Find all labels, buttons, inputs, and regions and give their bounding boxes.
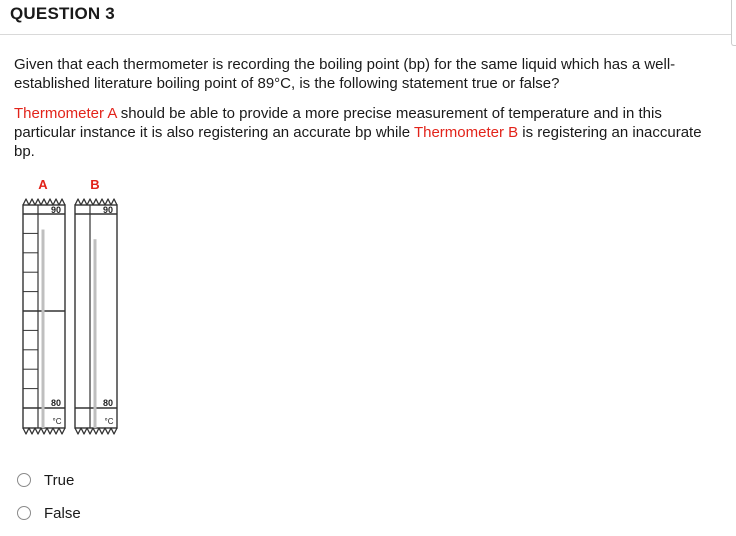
thermometer-a-torn-bottom [23,428,65,434]
statement-text-2: is registering an inaccurate bp. [14,124,702,160]
thermometer-figure [14,174,124,444]
thermometer-b-torn-bottom [75,428,117,434]
thermometer-a-bottom-value: 80 [50,398,62,408]
radio-false[interactable] [17,506,31,520]
option-false-label[interactable]: False [44,504,81,522]
header-scroll-edge [731,0,736,46]
thermometer-b-bottom-value: 80 [102,398,114,408]
thermometer-b-top-value: 90 [102,205,114,215]
thermometer-b [75,177,117,434]
option-true-label[interactable]: True [44,471,75,489]
question-header [0,0,736,35]
statement-thermometer-b: Thermometer B [413,124,519,141]
question-title: QUESTION 3 [10,4,115,23]
thermometer-a-top-value: 90 [50,205,62,215]
thermometer-b-unit: °C [104,417,114,426]
thermometer-a-mercury [42,230,45,428]
option-false[interactable] [17,503,81,523]
thermometer-a-label: A [38,177,48,192]
radio-true[interactable] [17,473,31,487]
question-text: Given that each thermometer is recording the boiling point (bp) for the same liquid which has a well-established literature boiling point of 89°C, is the following statement true or false? [14,56,676,92]
answer-options [17,470,81,536]
statement-text-1: should be able to provide a more precise measurement of temperature and in this particular instance it is also registering an accurate bp while [14,105,662,141]
thermometer-a [23,177,65,434]
thermometer-a-unit: °C [52,417,62,426]
thermometer-b-label: B [90,177,100,192]
statement-thermometer-a: Thermometer A [14,105,117,122]
option-true[interactable] [17,470,81,490]
thermometer-b-mercury [94,239,97,428]
question-statement [14,104,724,161]
